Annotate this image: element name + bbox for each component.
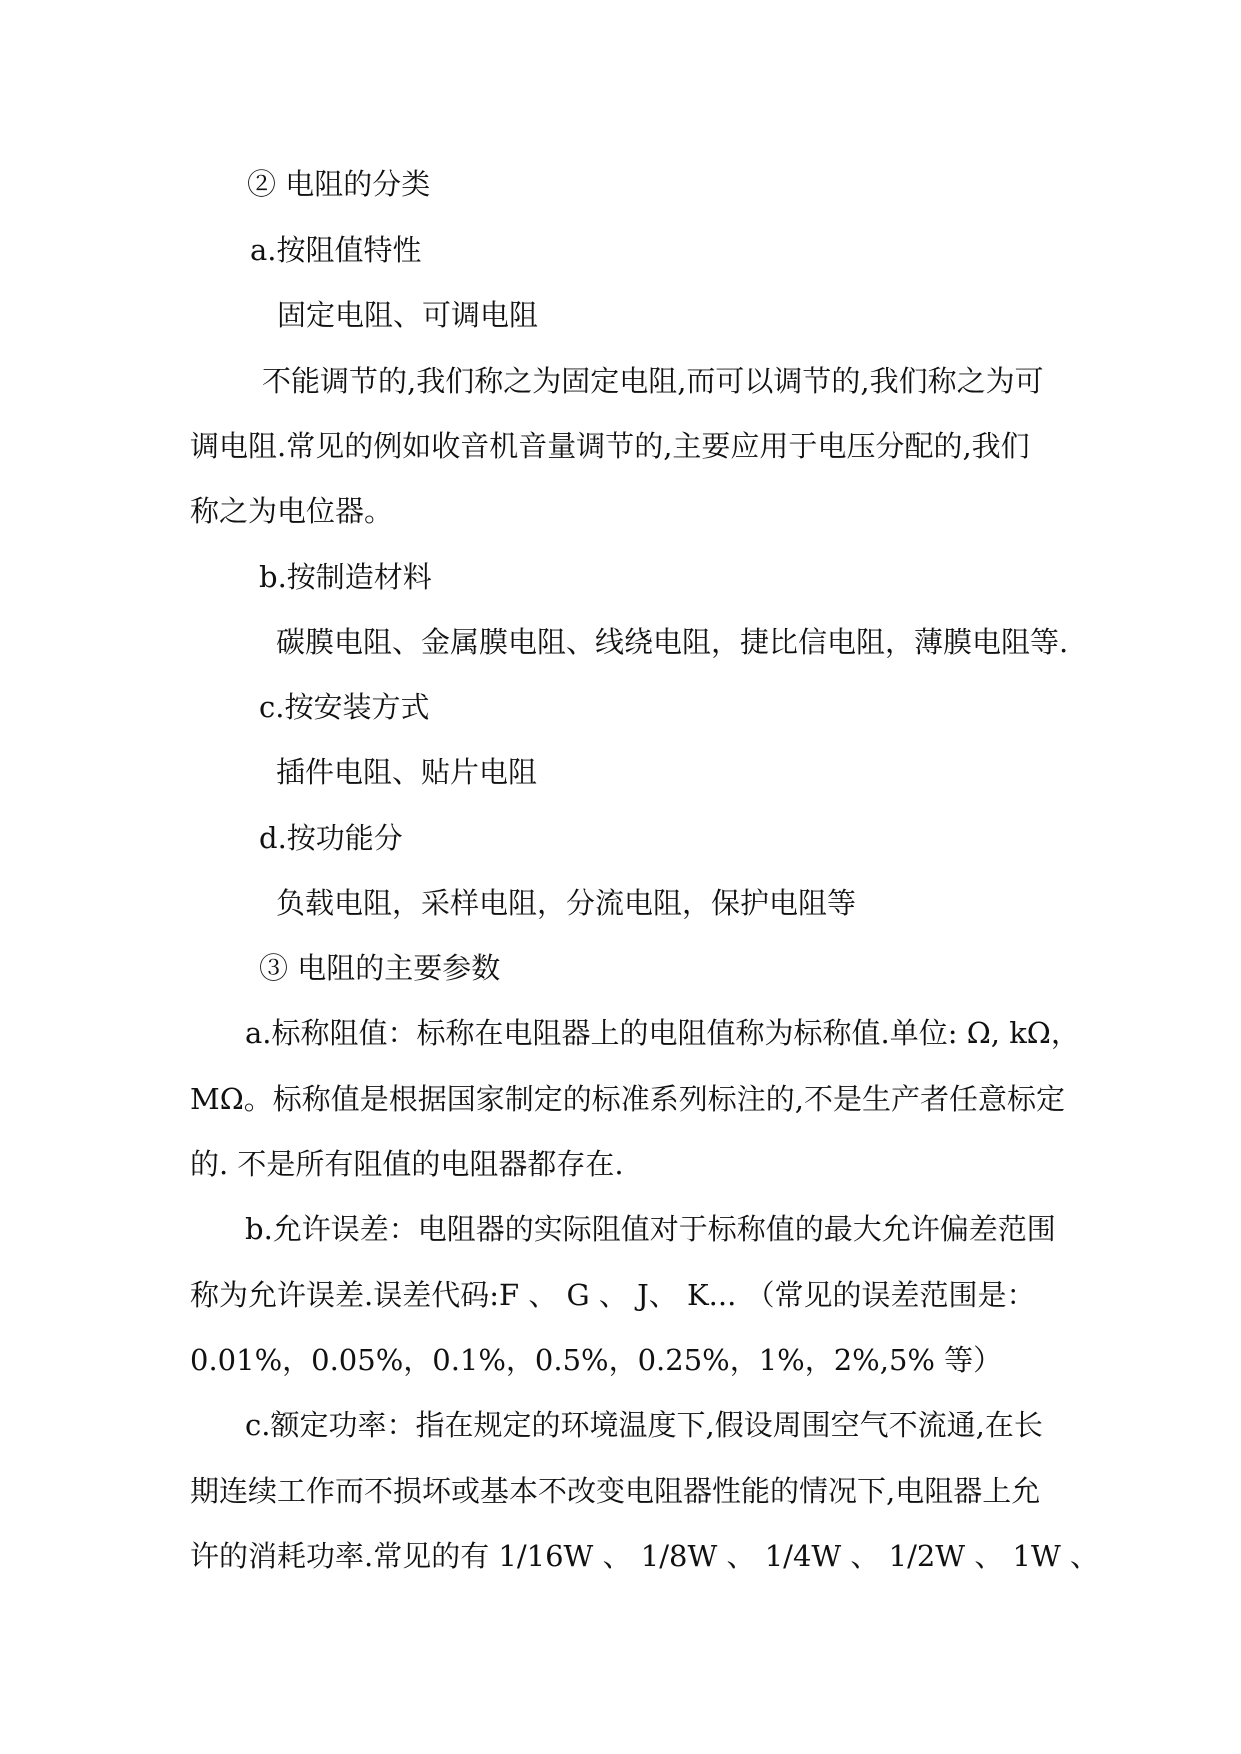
paragraph-line: 调电阻.常见的例如收音机音量调节的,主要应用于电压分配的,我们 — [190, 429, 1030, 463]
paragraph-line: 0.01%，0.05%，0.1%，0.5%，0.25%，1%，2%,5% 等） — [190, 1343, 1003, 1377]
subheading-by-function: d.按功能分 — [259, 821, 403, 855]
paragraph-line: 不能调节的,我们称之为固定电阻,而可以调节的,我们称之为可 — [262, 364, 1044, 398]
paragraph-line: b.允许误差：电阻器的实际阻值对于标称值的最大允许偏差范围 — [245, 1212, 1056, 1246]
paragraph-line: 称为允许误差.误差代码:F 、 G 、 J、 K... （常见的误差范围是： — [190, 1278, 1036, 1312]
paragraph-line: MΩ。标称值是根据国家制定的标准系列标注的,不是生产者任意标定 — [190, 1082, 1065, 1116]
subheading-by-mounting: c.按安装方式 — [259, 690, 430, 724]
paragraph-line: a.标称阻值：标称在电阻器上的电阻值称为标称值.单位: Ω, kΩ， — [245, 1016, 1080, 1050]
subheading-by-resistance-characteristic: a.按阻值特性 — [250, 233, 422, 267]
text-mounting-types: 插件电阻、贴片电阻 — [276, 755, 538, 789]
paragraph-line: 期连续工作而不损坏或基本不改变电阻器性能的情况下,电阻器上允 — [190, 1474, 1041, 1508]
text-fixed-adjustable-resistor: 固定电阻、可调电阻 — [277, 298, 539, 332]
paragraph-line: c.额定功率：指在规定的环境温度下,假设周围空气不流通,在长 — [245, 1408, 1043, 1442]
paragraph-line: 称之为电位器。 — [190, 494, 394, 528]
text-function-types: 负载电阻，采样电阻，分流电阻，保护电阻等 — [276, 886, 857, 920]
subheading-by-material: b.按制造材料 — [259, 560, 432, 594]
section-heading-resistor-classification: ② 电阻的分类 — [247, 167, 431, 201]
section-heading-main-parameters: ③ 电阻的主要参数 — [259, 951, 501, 985]
paragraph-line: 的. 不是所有阻值的电阻器都存在. — [190, 1147, 624, 1181]
text-material-types: 碳膜电阻、金属膜电阻、线绕电阻，捷比信电阻，薄膜电阻等. — [276, 625, 1069, 659]
paragraph-line: 许的消耗功率.常见的有 1/16W 、 1/8W 、 1/4W 、 1/2W 、 1W 、 — [190, 1539, 1100, 1573]
